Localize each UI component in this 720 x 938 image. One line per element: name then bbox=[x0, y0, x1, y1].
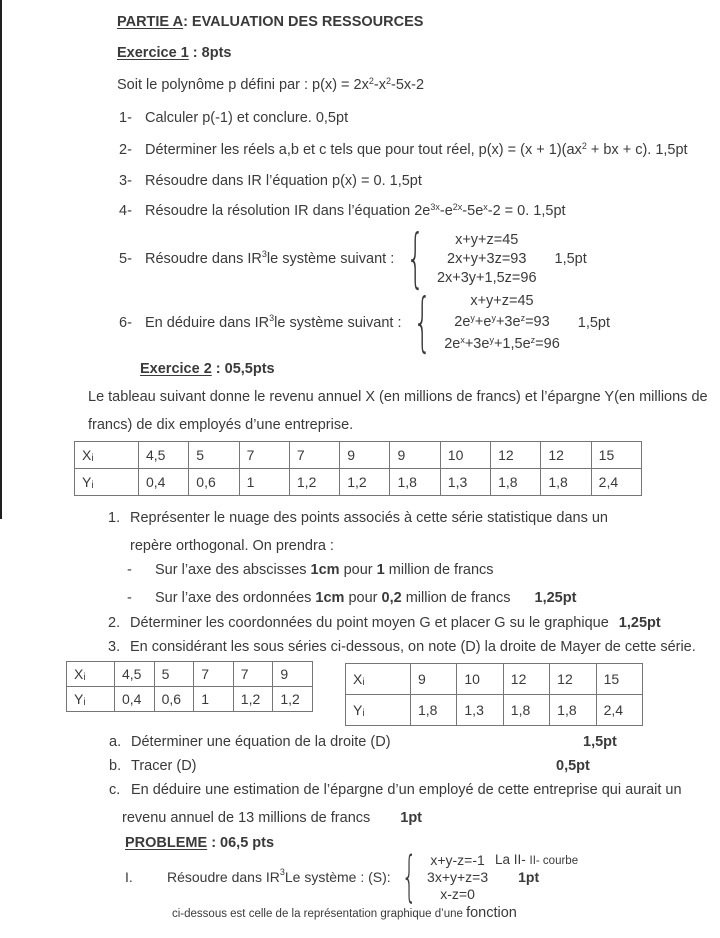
item-text: Résoudre dans IR bbox=[167, 869, 280, 885]
table-cell: 1,8 bbox=[390, 469, 440, 496]
equation-line bbox=[444, 334, 560, 356]
item-number: 1. bbox=[108, 510, 121, 526]
equation-line bbox=[444, 312, 560, 334]
bullet-text: pour bbox=[344, 590, 382, 606]
item-number: 2- bbox=[119, 142, 132, 158]
table-cell: 15 bbox=[596, 664, 642, 695]
section-title-underlined: PARTIE A bbox=[117, 14, 184, 30]
equation-line: x+y+z=45 bbox=[470, 292, 534, 309]
table-row bbox=[75, 442, 642, 469]
intro-paragraph-line-2: francs) de dix employés d’une entreprise. bbox=[88, 417, 354, 433]
equation-line: x-z=0 bbox=[440, 885, 475, 902]
table-cell: 12 bbox=[541, 442, 591, 469]
table-cell: 10 bbox=[440, 442, 490, 469]
bullet-text: million de francs bbox=[401, 590, 511, 606]
item-text: Résoudre la résolution IR dans l’équation 2e bbox=[145, 203, 431, 219]
table-cell: 7 bbox=[194, 662, 234, 687]
item-number: I. bbox=[125, 869, 133, 885]
table-cell: 1 bbox=[194, 687, 234, 712]
exponent: z bbox=[520, 312, 526, 323]
polynomial-intro bbox=[117, 76, 424, 95]
table-cell: Yᵢ bbox=[67, 687, 115, 712]
table-cell: 9 bbox=[273, 662, 313, 687]
item-text: Calculer p(-1) et conclure. 0,5pt bbox=[145, 110, 349, 126]
table-cell: 10 bbox=[457, 664, 503, 695]
table-cell: 9 bbox=[340, 442, 390, 469]
table-cell: 5 bbox=[154, 662, 194, 687]
ex1-item-6-system bbox=[119, 286, 611, 360]
exponent: z bbox=[530, 334, 536, 345]
margin-note-small-text: II- courbe bbox=[529, 855, 579, 867]
bullet-text: million de francs bbox=[384, 562, 494, 578]
item-text: le système suivant : bbox=[274, 315, 402, 331]
dash-bullet: - bbox=[127, 590, 132, 606]
exponent: 2x bbox=[452, 202, 463, 212]
bullet-text: Sur l’axe des abscisses bbox=[155, 562, 311, 578]
table-cell: Yᵢ bbox=[346, 695, 411, 726]
item-number: a. bbox=[109, 734, 122, 750]
points-label: 1,25pt bbox=[534, 590, 577, 606]
footnote-line bbox=[172, 904, 517, 923]
section-title-rest: : EVALUATION DES RESSOURCES bbox=[183, 14, 424, 30]
item-text: Déterminer une équation de la droite (D) bbox=[131, 734, 391, 750]
table-cell: 0,4 bbox=[115, 687, 155, 712]
table-cell: 1,2 bbox=[273, 687, 313, 712]
exponent: x bbox=[483, 202, 488, 212]
table-row bbox=[346, 695, 643, 726]
item-text: + bx + c). 1,5pt bbox=[586, 142, 688, 158]
item-number: 2. bbox=[108, 615, 121, 631]
ex1-item-1 bbox=[119, 109, 348, 127]
item-text: Résoudre dans IR l’équation p(x) = 0. 1,5pt bbox=[145, 173, 422, 189]
item-text: -2 = 0. 1,5pt bbox=[487, 203, 566, 219]
data-table-main bbox=[74, 441, 642, 496]
table-cell: 1,2 bbox=[233, 687, 273, 712]
item-text: Déterminer les réels a,b et c tels que pour tout réel, p(x) = (x + 1)(ax bbox=[145, 142, 582, 158]
equation-line: x+y-z=-1 bbox=[430, 851, 485, 868]
item-text: le système suivant : bbox=[266, 251, 395, 267]
exponent: 3x bbox=[430, 202, 440, 212]
points-label: 1,5pt bbox=[554, 251, 587, 267]
sub-table-right bbox=[345, 663, 643, 726]
item-text: Déterminer les coordonnées du point moyen G et placer G su le graphique bbox=[130, 615, 609, 631]
table-cell: 7 bbox=[233, 662, 273, 687]
exercise-2-points: : 05,5pts bbox=[211, 361, 275, 377]
item-text: Tracer (D) bbox=[131, 758, 197, 774]
table-cell: Xᵢ bbox=[67, 662, 115, 687]
bullet-bold: 1cm bbox=[315, 590, 345, 606]
exercise-2-title: Exercice 2 bbox=[140, 361, 212, 377]
table-cell: 0,6 bbox=[189, 469, 239, 496]
question-a-points: 1,5pt bbox=[583, 734, 617, 750]
table-cell: 5 bbox=[189, 442, 239, 469]
table-cell: 2,4 bbox=[591, 469, 641, 496]
table-cell: 1,8 bbox=[491, 469, 541, 496]
bullet-bold: 0,2 bbox=[381, 590, 402, 606]
probleme-item-I bbox=[125, 845, 540, 908]
bullet-bold: 1cm bbox=[310, 562, 340, 578]
item-text: -5e bbox=[462, 203, 484, 219]
item-text: En considérant les sous séries ci-dessous, on note (D) la droite de Mayer de cette série. bbox=[130, 639, 696, 655]
equation-line: x+y+z=45 bbox=[455, 231, 519, 248]
exponent: 3 bbox=[279, 867, 285, 877]
margin-note-text: La II- bbox=[495, 852, 530, 867]
scale-bullet-abscisses bbox=[127, 561, 494, 579]
system-lines bbox=[437, 231, 537, 288]
item-number: c. bbox=[109, 782, 121, 798]
item-text: revenu annuel de 13 millions de francs bbox=[122, 810, 371, 826]
table-cell: 1,2 bbox=[340, 469, 390, 496]
table-cell: 1,3 bbox=[457, 695, 503, 726]
item-number: 6- bbox=[119, 315, 132, 331]
ex2-question-b bbox=[109, 757, 197, 775]
exercise-1-heading bbox=[117, 44, 231, 62]
item-number: b. bbox=[109, 758, 122, 774]
equation-text: +3e bbox=[495, 313, 521, 330]
exponent: x bbox=[460, 334, 465, 345]
table-cell: 1,8 bbox=[541, 469, 591, 496]
exponent: 3 bbox=[269, 313, 275, 323]
scale-bullet-ordonnees bbox=[127, 589, 576, 607]
ex2-question-1 bbox=[108, 509, 608, 527]
exponent: 3 bbox=[261, 249, 267, 259]
equation-text: +3e bbox=[464, 335, 490, 352]
item-number: 4- bbox=[119, 203, 132, 219]
item-number: 5- bbox=[119, 251, 132, 267]
table-cell: 1,3 bbox=[440, 469, 490, 496]
points-label: 1,5pt bbox=[577, 315, 611, 331]
bullet-text: Sur l’axe des ordonnées bbox=[155, 590, 316, 606]
table-row bbox=[346, 664, 643, 695]
table-cell: 9 bbox=[390, 442, 440, 469]
table-cell: 1,8 bbox=[550, 695, 596, 726]
equation-text: +1,5e bbox=[493, 335, 531, 352]
table-cell: Xᵢ bbox=[346, 664, 411, 695]
item-text: Résoudre dans IR bbox=[145, 251, 262, 267]
ex2-question-1-line-2: repère orthogonal. On prendra : bbox=[130, 538, 334, 554]
item-number: 3- bbox=[119, 173, 132, 189]
table-cell: 7 bbox=[239, 442, 289, 469]
footnote-small-text: ci-dessous est celle de la représentation graphique d’une bbox=[172, 908, 467, 920]
bullet-bold: 1 bbox=[376, 562, 385, 578]
ex1-item-3 bbox=[119, 172, 422, 190]
ex1-item-4 bbox=[119, 202, 566, 221]
ex1-item-5-system bbox=[119, 222, 587, 296]
exercise-1-title: Exercice 1 bbox=[117, 45, 189, 61]
ex2-question-2 bbox=[108, 614, 661, 632]
exponent: y bbox=[491, 312, 496, 323]
table-cell: 0,6 bbox=[154, 687, 194, 712]
intro-text: Soit le polynôme p défini par : p(x) = 2x bbox=[117, 77, 369, 93]
exponent: 2 bbox=[368, 76, 374, 86]
points-label: 1,25pt bbox=[618, 615, 661, 631]
section-title-partie-a bbox=[117, 13, 423, 31]
dash-bullet: - bbox=[127, 562, 132, 578]
intro-paragraph-line-1: Le tableau suivant donne le revenu annuel X (en millions de francs) et l’épargne Y(en millions de bbox=[88, 389, 708, 405]
equation-text: =96 bbox=[535, 335, 560, 352]
table-cell: 1,8 bbox=[503, 695, 549, 726]
ex2-question-c bbox=[109, 781, 682, 799]
intro-text: -5x-2 bbox=[391, 77, 425, 93]
equation-text: +e bbox=[474, 313, 492, 330]
question-b-points: 0,5pt bbox=[556, 758, 590, 774]
bullet-text: pour bbox=[339, 562, 377, 578]
points-label: 1pt bbox=[400, 810, 423, 826]
equation-text: =93 bbox=[525, 313, 550, 330]
system-brace: { bbox=[401, 845, 417, 908]
table-cell: 1,8 bbox=[411, 695, 457, 726]
exponent: y bbox=[470, 312, 475, 323]
probleme-points: : 06,5 pts bbox=[207, 835, 275, 851]
system-brace: { bbox=[406, 222, 425, 296]
exponent: y bbox=[489, 334, 494, 345]
points-label: 1pt bbox=[518, 869, 540, 885]
table-cell: 15 bbox=[591, 442, 641, 469]
table-cell: 2,4 bbox=[596, 695, 642, 726]
table-cell: 1,2 bbox=[289, 469, 339, 496]
table-cell: 12 bbox=[503, 664, 549, 695]
sub-table-left bbox=[66, 661, 313, 712]
equation-text: 2e bbox=[454, 313, 471, 330]
item-number: 3. bbox=[108, 639, 121, 655]
table-cell: Yᵢ bbox=[75, 469, 139, 496]
intro-text: -x bbox=[373, 77, 386, 93]
ex2-question-c-line-2 bbox=[122, 809, 422, 827]
table-cell: 12 bbox=[491, 442, 541, 469]
table-cell: 4,5 bbox=[115, 662, 155, 687]
ex2-question-a bbox=[109, 733, 391, 751]
item-text: En déduire dans IR bbox=[145, 315, 270, 331]
table-cell: 9 bbox=[411, 664, 457, 695]
exponent: 2 bbox=[385, 76, 391, 86]
equation-line: 2x+3y+1,5z=96 bbox=[436, 269, 537, 286]
table-row bbox=[75, 469, 642, 496]
exercise-1-points: : 8pts bbox=[188, 45, 232, 61]
system-brace: { bbox=[413, 286, 433, 360]
ex2-question-3 bbox=[108, 638, 696, 656]
exercise-2-heading bbox=[140, 360, 275, 378]
probleme-title: PROBLEME bbox=[125, 835, 208, 851]
footnote-normal-text: fonction bbox=[466, 905, 517, 921]
system-lines bbox=[427, 852, 488, 903]
table-cell: 0,4 bbox=[139, 469, 189, 496]
equation-line: 2x+y+3z=93 bbox=[447, 250, 527, 267]
item-text: Représenter le nuage des points associés à cette série statistique dans un bbox=[130, 510, 608, 526]
item-text: En déduire une estimation de l’épargne d’un employé de cette entreprise qui aurait un bbox=[131, 782, 682, 798]
item-number: 1- bbox=[119, 110, 132, 126]
item-text: -e bbox=[439, 203, 453, 219]
table-row bbox=[67, 662, 313, 687]
exponent: 2 bbox=[581, 141, 587, 151]
table-cell: 4,5 bbox=[139, 442, 189, 469]
system-lines bbox=[444, 291, 560, 356]
table-cell: Xᵢ bbox=[75, 442, 139, 469]
table-cell: 7 bbox=[289, 442, 339, 469]
item-text: Le système : (S): bbox=[284, 869, 391, 885]
equation-text: 2e bbox=[444, 335, 461, 352]
ex1-item-2 bbox=[119, 141, 688, 160]
table-row bbox=[67, 687, 313, 712]
table-cell: 1 bbox=[239, 469, 289, 496]
page-left-edge-line bbox=[0, 0, 2, 519]
margin-note bbox=[495, 851, 578, 870]
equation-line: 3x+y+z=3 bbox=[427, 868, 489, 885]
table-cell: 12 bbox=[550, 664, 596, 695]
